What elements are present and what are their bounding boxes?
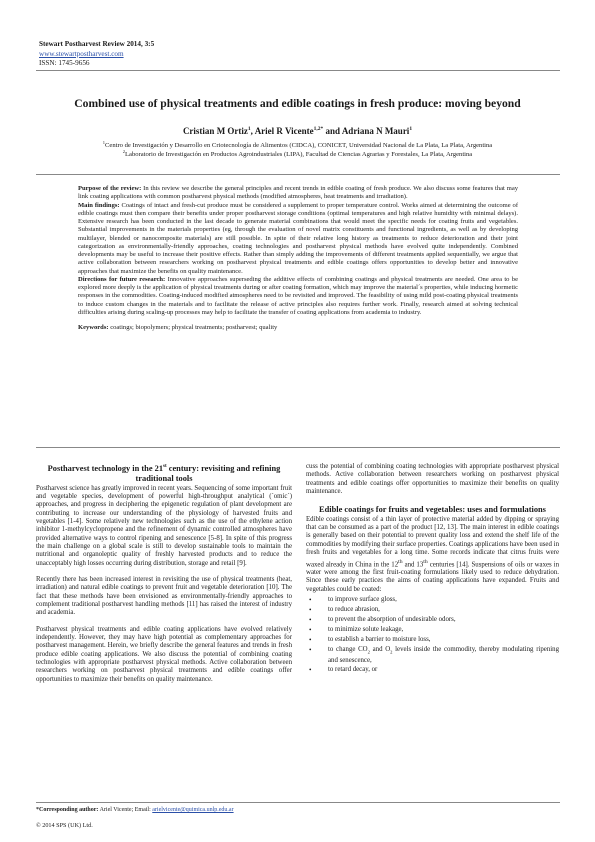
abstract-top-rule <box>36 174 560 175</box>
affiliation-text: Centro de Investigación y Desarrollo en Criotecnología de Alimentos (CIDCA), CONICET, Universidad Nacional de La Plata, La Plata, Argentina <box>105 142 493 150</box>
paragraph <box>306 516 559 594</box>
abstract-keywords <box>78 324 518 332</box>
list-item-text: to prevent the absorption of undesirable odors, <box>328 616 456 624</box>
affiliation-text: Laboratorio de Investigación en Productos Agroindustriales (LIPA), Facultad de Ciencias Agrarias y Forestales, La Plata, Argentina <box>125 151 473 159</box>
header-rule <box>36 70 560 71</box>
author-name: Ariel R Vicente <box>254 126 314 136</box>
author-name: Adriana N Mauri <box>341 126 410 136</box>
paragraph: Postharvest science has greatly improved in recent years. Sequencing of some important fruit and vegetable species, development of powerful high-throughput analytical (´omic´) approaches, and progress in deciphering the epigenetic regulation of plant development are contributing to increase our understanding of the physiology of harvested fruits and vegetables [1-4]. Some relatively new technologies such as the use of the ethylene action inhibitor 1-methylcyclopropene and the refinement of dynamic controlled atmospheres have provided alternative ways to control ripening and senescence [5-8]. In spite of this progress the main challenge on a global scale is still to develop sustainable tools to maintain the nutritional and organoleptic quality of freshly harvested products and to reduce the unacceptably high losses occurring during distribution, storage and retail [9]. <box>36 484 292 567</box>
superscript: th <box>423 558 428 565</box>
heading-text: Postharvest technology in the 21 <box>47 463 164 473</box>
abstract-findings <box>78 202 518 276</box>
journal-url-link[interactable]: www.stewartpostharvest.com <box>39 49 124 58</box>
footnote-rule <box>36 802 560 803</box>
purpose-text: In this review we describe the general principles and recent trends in edible coating of fresh produce. We also discuss some features that may link coating applications with common postharvest physical methods (modified atmospheres, heat treatments and irradiation). <box>78 185 519 201</box>
list-item <box>306 616 559 624</box>
list-item-text: levels inside the commodity, thereby modulating ripening and senescence, <box>328 645 559 664</box>
heading-superscript: st <box>163 464 167 469</box>
paragraph-text: centuries [14]. Suspensions of oils or waxes in water were among the first fruit-coating formulations likely used to reduce dehydration. Since these early practices the aims of coating applications have expanded. Fruits and vegetables could be coated: <box>306 560 559 593</box>
footnote-label: *Corresponding author: <box>36 807 99 813</box>
affiliation-number: 1 <box>102 140 105 145</box>
bullet-icon: • <box>309 666 312 675</box>
bullet-icon: • <box>309 596 312 605</box>
list-item <box>306 636 559 644</box>
email-link[interactable]: arielvicente@quimica.unlp.edu.ar <box>152 807 234 813</box>
list-item <box>306 646 559 665</box>
bullet-icon: • <box>309 635 312 644</box>
abstract <box>78 185 518 332</box>
paragraph: Postharvest physical treatments and edible coating applications have evolved relatively independently. However, they may have high potential as complementary approaches for postharvest management. Herein, we briefly describe the general features and trends in fresh produce edible coating applications. We also discuss the potential of combining coating technologies with appropriate postharvest physical methods. Active collaboration between researchers working on postharvest physical treatments and edible coatings offer opportunities to maximize their benefits on quality maintenance. <box>36 625 292 683</box>
journal-header <box>39 40 154 69</box>
paragraph: cuss the potential of combining coating technologies with appropriate postharvest physical methods. Active collaboration between researchers working on postharvest physical treatments and edible coatings offer opportunities to maximize their benefits on quality maintenance. <box>306 463 559 496</box>
author-separator: , <box>250 126 255 136</box>
subscript: 2 <box>390 649 393 655</box>
findings-text: Coatings of intact and fresh-cut produce must be considered a supplement to proper temperature control. Works aimed at determining the outcome of edible coatings must then compare their benefits under proper postharvest storage conditions (optimal temperatures and high relative humidity with minimal delays). Extensive research has been conducted in the last decade to generate material combinations that would meet the specific needs for coating fruits and vegetables. Substantial improvements in the materials properties (eg, through the evaluation of novel matrix constituents and functional ingredients, as well as by developing multilayer, blended or nanocomposite materials) are still possible. In spite of their relative long history as treatments to reduce deterioration and their joint categorization as environmentally-friendly approaches, coating technologies and postharvest physical methods have evolved quite independently. Combined developments may be useful to increase their positive effects. Rather than simply adding the improvements of different treatments applied sequentially, we argue that active collaboration between researchers working on postharvest physical treatments and edible coatings offers opportunities to develop better and innovative approaches that maximize the benefits on quality maintenance. <box>78 201 518 275</box>
list-item-text: to retard decay, or <box>328 666 378 674</box>
findings-label: Main findings: <box>78 201 120 209</box>
list-item <box>306 666 559 674</box>
bullet-list <box>306 596 559 675</box>
abstract-directions <box>78 276 518 317</box>
bullet-icon: • <box>309 645 312 654</box>
abstract-purpose <box>78 185 518 202</box>
author-affiliation-marker: 1 <box>409 126 413 132</box>
copyright: © 2014 SPS (UK) Ltd. <box>36 822 93 829</box>
subscript: 2 <box>367 649 370 655</box>
purpose-label: Purpose of the review: <box>78 185 142 192</box>
list-item <box>306 606 559 614</box>
article-title: Combined use of physical treatments and edible coatings in fresh produce: moving beyond <box>74 97 521 110</box>
abstract-bottom-rule <box>36 447 560 448</box>
journal-name: Stewart Postharvest Review 2014, 3:5 <box>39 40 155 48</box>
author-list <box>20 126 575 136</box>
list-item-text: to change CO <box>328 645 368 653</box>
keywords-text: coatings; biopolymers; physical treatments; postharvest; quality <box>108 324 278 331</box>
corresponding-author-footnote <box>36 806 234 814</box>
author-affiliation-marker: 1 <box>247 126 251 132</box>
list-item-text: to reduce abrasion, <box>328 606 380 614</box>
affiliation-number: 2 <box>122 149 126 154</box>
list-item-text: and O <box>369 645 391 653</box>
superscript: th <box>398 558 403 565</box>
bullet-icon: • <box>309 606 312 615</box>
left-column <box>36 462 292 684</box>
footnote-text: Ariel Vicente; Email: <box>98 807 153 813</box>
right-column <box>306 463 559 676</box>
list-item-text: to establish a barrier to moisture loss, <box>328 635 431 643</box>
directions-text: Innovative approaches superseding the additive effects of combining coatings and physical treatments are needed. One area to be explored more deeply is the application of physical treatments during or after coating formation, which may improve the material´s properties, while inducing hormetic responses in the commodities. Coating-induced modified atmospheres need to be revisited and improved. The feasibility of using mild post-coating physical treatments to induce custom changes in the materials and to facilitate the release of active principles also requires further work. Finally, research aimed at solving technical difficulties arising during scaling-up processes may help to facilitate the transfer of coating applications from academia to industry. <box>78 275 518 316</box>
list-item-text: to improve surface gloss, <box>328 596 397 604</box>
author-separator: and <box>323 126 342 136</box>
list-item <box>306 596 559 604</box>
bullet-icon: • <box>309 625 312 634</box>
author-name: Cristian M Ortiz <box>182 126 248 136</box>
paragraph-text: Edible coatings consist of a thin layer of protective material added by dipping or spraying that can be consumed as a part of the product [12, 13]. The main interest in edible coatings is generally based on their potential to prevent quality loss and extend the shelf life of the commodities by modifying their surface properties. Coatings applications have been used in fresh fruits and vegetables for a long time. Some records indicate that citrus fruits were waxed already in China in the 12 <box>306 515 559 568</box>
bullet-icon: • <box>309 616 312 625</box>
directions-label: Directions for future research: <box>78 275 166 283</box>
section-heading: Edible coatings for fruits and vegetables: uses and formulations <box>319 505 546 515</box>
section-heading <box>36 462 292 485</box>
issn: ISSN: 1745-9656 <box>39 59 90 67</box>
paragraph: Recently there has been increased interest in revisiting the use of physical treatments (heat, irradiation) and natural edible coatings to prevent fruit and vegetable deterioration [10]. The fact that these methods have been envisioned as environmentally-friendly approaches to complement traditional postharvest handling methods [11] has raised the interest of industry and academia. <box>36 576 292 617</box>
list-item <box>306 626 559 634</box>
heading-text: century: revisiting and refining traditional tools <box>135 463 281 484</box>
list-item-text: to minimize solute leakage, <box>328 625 404 633</box>
author-affiliation-marker: 1,2* <box>313 126 324 132</box>
keywords-label: Keywords: <box>78 324 109 331</box>
affiliation <box>20 148 575 160</box>
paragraph-text: and 13 <box>402 560 424 568</box>
